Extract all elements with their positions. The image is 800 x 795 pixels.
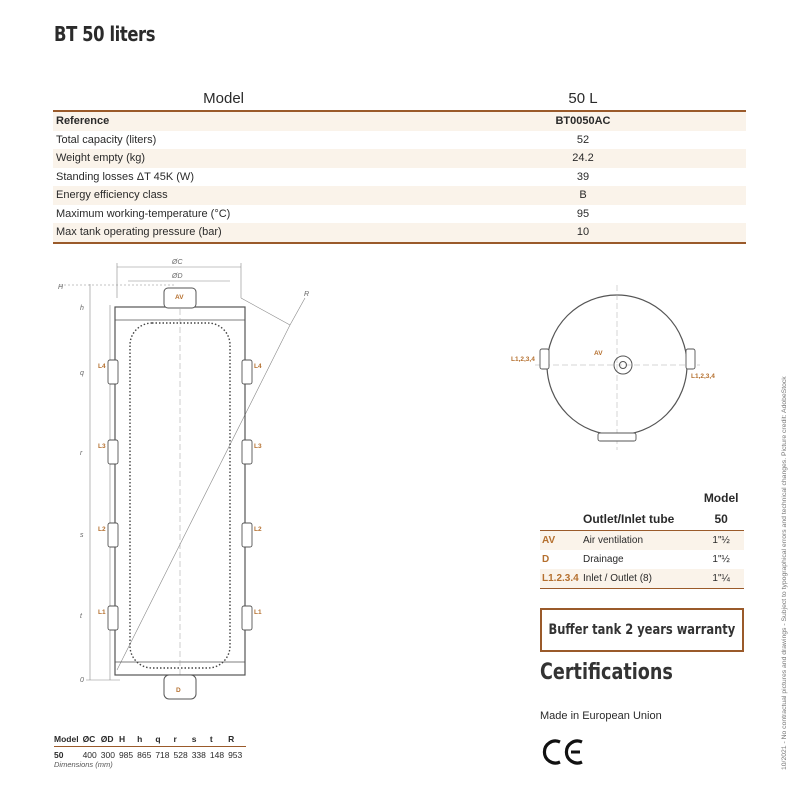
spec-label: Weight empty (kg)	[56, 152, 146, 165]
spec-model-header: Model	[203, 89, 244, 107]
dimensions-value-row	[54, 747, 246, 761]
dim-header: H	[119, 733, 137, 747]
l2-right-label: L2	[254, 526, 262, 533]
ce-mark-icon	[540, 738, 586, 766]
dim-header: ØC	[83, 733, 101, 747]
dim-value: 148	[209, 749, 225, 760]
outlet-code: D	[542, 554, 550, 565]
side-disclaimer: 10/2021 - No contractual pictures and drawings - Subject to typographical errors and technical changes. Picture credit: AdobeStock	[781, 376, 788, 770]
l4-right-label: L4	[254, 363, 262, 370]
outlet-size: 1"½	[712, 535, 730, 546]
outlet-size-header: 50	[714, 512, 728, 526]
dim-value: 985	[118, 749, 134, 760]
dim-c-label: ØC	[172, 259, 183, 266]
certifications-title: Certifications	[540, 660, 673, 685]
dim-value: 338	[191, 749, 206, 760]
spec-row	[53, 168, 746, 187]
dim-header: q	[155, 733, 173, 747]
dim-H-label: H	[58, 284, 64, 291]
dim-header: s	[192, 733, 210, 747]
spec-row	[53, 111, 746, 131]
outlet-desc: Drainage	[583, 554, 624, 565]
dim-h-label: h	[80, 305, 84, 312]
outlet-row	[540, 531, 744, 551]
dim-s-label: s	[80, 532, 84, 539]
dim-value: 50	[54, 749, 64, 760]
dim-t-label: t	[80, 613, 82, 620]
spec-row	[53, 223, 746, 243]
tank-side-drawing	[50, 250, 320, 720]
outlet-code: AV	[542, 535, 556, 546]
dim-header: t	[210, 733, 228, 747]
dimensions-table	[54, 733, 246, 760]
spec-size-header: 50 L	[568, 89, 598, 107]
dimensions-header-row	[54, 733, 246, 747]
outlet-row	[540, 550, 744, 569]
outlet-model-row	[540, 488, 744, 508]
dimensions-note: Dimensions (mm)	[54, 760, 113, 769]
page-title: BT 50 liters	[54, 22, 156, 46]
outlet-size: 1"½	[712, 554, 730, 565]
outlet-row	[540, 569, 744, 589]
outlet-code: L1.2.3.4	[542, 573, 579, 584]
spec-label: Energy efficiency class	[56, 189, 168, 202]
spec-value: BT0050AC	[555, 115, 611, 128]
d-label: D	[176, 687, 181, 694]
dim-header: ØD	[101, 733, 119, 747]
l4-left-label: L4	[98, 363, 106, 370]
dim-value: 865	[137, 749, 152, 760]
dim-d-label: ØD	[172, 273, 183, 280]
spec-row	[53, 149, 746, 168]
warranty-box	[540, 608, 744, 652]
tank-top-view	[505, 285, 725, 455]
made-in-text: Made in European Union	[540, 710, 662, 722]
dim-value: 528	[173, 749, 188, 760]
dim-value: 300	[100, 749, 115, 760]
top-center-label: AV	[594, 350, 603, 357]
spec-value: 10	[576, 226, 590, 239]
spec-value: 95	[576, 207, 590, 220]
top-left-label: L1,2,3,4	[511, 356, 535, 363]
l3-left-label: L3	[98, 443, 106, 450]
spec-value: 52	[576, 133, 590, 146]
top-right-label: L1,2,3,4	[691, 373, 715, 380]
outlet-tube-header: Outlet/Inlet tube	[583, 512, 675, 526]
dim-header: Model	[54, 733, 83, 747]
spec-label: Max tank operating pressure (bar)	[56, 226, 222, 239]
spec-label: Standing losses ΔT 45K (W)	[56, 170, 194, 183]
outlet-header-row	[540, 508, 744, 531]
spec-label: Maximum working-temperature (°C)	[56, 207, 231, 220]
outlet-size: 1"¼	[712, 573, 730, 584]
dim-value: 718	[155, 749, 170, 760]
spec-value: 39	[576, 170, 590, 183]
dim-header: R	[228, 733, 246, 747]
dim-R-label: R	[304, 291, 310, 298]
spec-table	[53, 88, 746, 244]
spec-row	[53, 131, 746, 150]
dim-header: h	[137, 733, 155, 747]
spec-value: B	[579, 189, 587, 202]
outlet-desc: Inlet / Outlet (8)	[583, 573, 652, 584]
spec-table-header	[53, 88, 746, 111]
spec-label: Reference	[56, 115, 110, 128]
dim-r-label: r	[80, 450, 83, 457]
l1-right-label: L1	[254, 609, 262, 616]
av-label: AV	[175, 294, 184, 301]
l1-left-label: L1	[98, 609, 106, 616]
l2-left-label: L2	[98, 526, 106, 533]
spec-label: Total capacity (liters)	[56, 133, 157, 146]
outlet-table	[540, 488, 744, 589]
dim-header: r	[174, 733, 192, 747]
dim-value: 953	[228, 749, 243, 760]
warranty-text: Buffer tank 2 years warranty	[548, 622, 736, 638]
outlet-desc: Air ventilation	[583, 535, 644, 546]
spec-row	[53, 186, 746, 205]
outlet-model-header: Model	[703, 491, 739, 505]
spec-row	[53, 205, 746, 224]
dim-o-label: 0	[80, 677, 84, 684]
dim-q-label: q	[80, 370, 84, 377]
l3-right-label: L3	[254, 443, 262, 450]
dim-value: 400	[82, 749, 97, 760]
spec-value: 24.2	[572, 152, 594, 165]
